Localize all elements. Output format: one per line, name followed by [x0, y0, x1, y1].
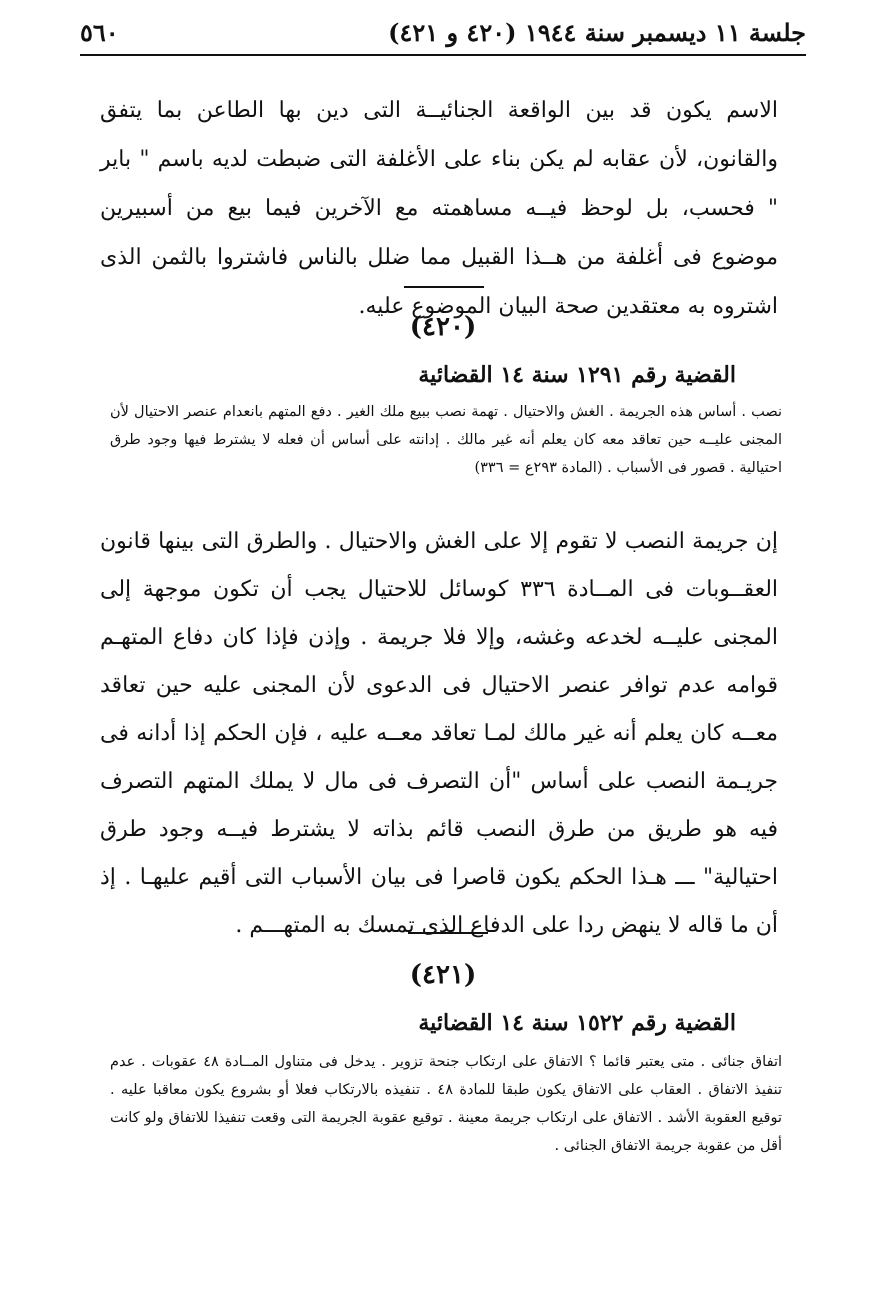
case-body-420: إن جريمة النصب لا تقوم إلا على الغش والاحتيال . والطرق التى بينها قانون العقــوبات فى المــادة ٣٣٦ كوسائل للاحتيال يجب أن تكون موجهة إلى المجنى عليــه لخدعه وغشه، وإلا فلا جريمة . وإذن فإذا كان دفاع المتهـم قوامه عدم توافر عنصر الاحتيال فى الدعوى لأن المجنى عليه حين تعاقد معــه كان يعلم أنه غير مالك لمـا تعاقد معــه عليه ، فإن الحكم إذا أدانه فى جريـمة النصب على أساس "أن التصرف فى مال لا يملك المتهم التصرف فيه هو طريق من طرق النصب قائم بذاته لا يشترط فيــه وجود طرق احتيالية" ـــ هـذا الحكم يكون قاصرا فى بيان الأسباب التى أقيم عليهـا . إذ أن ما قاله لا ينهض ردا على الدفاع الذى تمسك به المتهـــم . [100, 529, 779, 938]
session-title: جلسة ١١ ديسمبر سنة ١٩٤٤ (٤٢٠ و ٤٢١) [388, 18, 806, 47]
page-number: ٥٦٠ [80, 18, 119, 47]
section-divider [408, 932, 488, 934]
section-divider [404, 286, 484, 288]
case-number-421: (٤٢١) [409, 960, 477, 990]
case-reference-421: القضية رقم ١٥٢٢ سنة ١٤ القضائية [418, 1010, 736, 1036]
case-number-420: (٤٢٠) [409, 312, 477, 342]
intro-paragraph: الاسم يكون قد بين الواقعة الجنائيــة التى دين بها الطاعن بما يتفق والقانون، لأن عقابه لم يكن بناء على الأغلفة التى ضبطت لديه باسم " باير " فحسب، بل لوحظ فيــه مساهمته مع الآخرين فيما بيع من أسبيرين موضوع فى أغلفة من هــذا القبيل مما ضلل بالناس فاشتروا بالثمن الذى اشتروه به معتقدين صحة البيان الموضوع عليه. [100, 98, 778, 319]
case-digest-420: نصب . أساس هذه الجريمة . الغش والاحتيال . تهمة نصب ببيع ملك الغير . دفع المتهم بانعدام عنصر الاحتيال لأن المجنى عليــه حين تعاقد معه كان يعلم أنه غير مالك . إدانته على أساس أن فعله لا يشترط فيها وجود طرق احتيالية . قصور فى الأسباب . (المادة ٢٩٣ع = ٣٣٦) [110, 404, 782, 476]
page-header [80, 12, 806, 56]
case-digest-421: اتفاق جنائى . متى يعتبر قائما ؟ الاتفاق على ارتكاب جنحة تزوير . يدخل فى متناول المــادة ٤٨ عقوبات . عدم تنفيذ الاتفاق . العقاب على الاتفاق يكون طبقا للمادة ٤٨ . تنفيذه بالارتكاب فعلا أو بشروع يكون معاقبا عليه . توقيع العقوبة الأشد . الاتفاق على ارتكاب جريمة معينة . توقيع عقوبة الجريمة التى وقعت تنفيذا للاتفاق ولو كانت أقل من عقوبة جريمة الاتفاق الجنائى . [110, 1054, 783, 1154]
case-reference-420: القضية رقم ١٢٩١ سنة ١٤ القضائية [418, 362, 736, 388]
